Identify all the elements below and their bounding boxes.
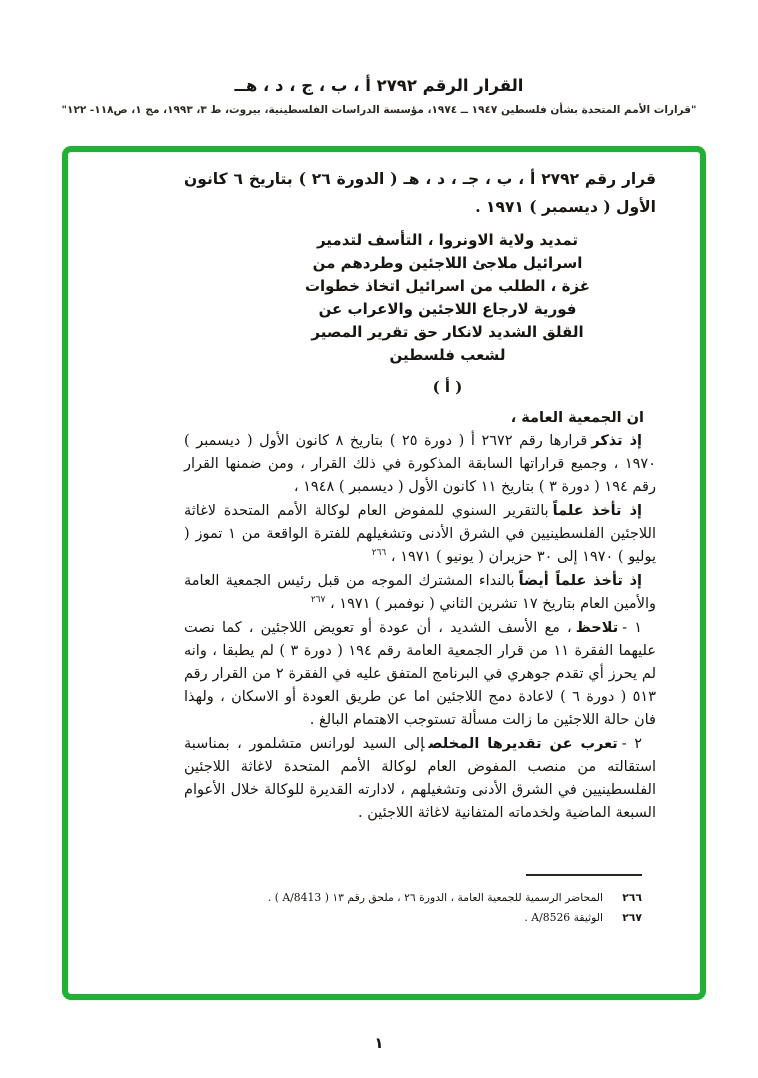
- paragraph-lead: إذ تأخذ علماً أيضاً: [518, 572, 642, 589]
- footnote-row: [124, 908, 656, 928]
- footnote-text: المحاضر الرسمية للجمعية العامة ، الدورة ٢٦ ، ملحق رقم ١٣ ( A/8413 ) .: [267, 891, 603, 904]
- resolution-title-line: لشعب فلسطين: [389, 346, 506, 364]
- paragraph-lead: إذ تذكر: [591, 432, 642, 449]
- resolution-intro: قرار رقم ٢٧٩٢ أ ، ب ، جـ ، د ، هـ ( الدورة ٢٦ ) بتاريخ ٦ كانون الأول ( ديسمبر ) ١٩٧١ .: [184, 169, 657, 216]
- footnote-text: الوثيقة A/8526 .: [524, 911, 603, 924]
- paragraph-lead: تعرب عن تقديرها المخلص: [428, 735, 618, 752]
- paragraph-text: إلى السيد لورانس متشلمور ، بمناسبة استقالته من منصب المفوض العام لوكالة الأمم المتحدة لاغاثة اللاجئين الفلسطينيين في الشرق الأدنى وتشغيلهم ، لادارته القديرة للوكالة خلال الأعوام السبعة الماضية ولخدماته المتفانية لاغاثة اللاجئين .: [184, 736, 656, 821]
- footnote-number: ٢٦٦: [622, 891, 642, 904]
- page-number: ١: [374, 1034, 384, 1052]
- footnote-number: ٢٦٧: [622, 911, 642, 924]
- paragraph-text: ، مع الأسف الشديد ، أن عودة أو تعويض اللاجئين ، كما نصت عليهما الفقرة ١١ من قرار الجمعية العامة رقم ١٩٤ ( دورة ٣ ) لم يطبقا ، وانه لم يحرز أي تقدم جوهري في البرنامج المتفق عليه في الفقرة ٢ من القرار رقم ٥١٣ ( دورة ٦ ) لاعادة دمج اللاجئين اما عن طريق العودة أو الاسكان ، ولهذا فان حالة اللاجئين ما زالت مسألة تستوجب الاهتمام البالغ .: [184, 620, 657, 728]
- document-title: القرار الرقم ٢٧٩٢ أ ، ب ، ج ، د ، هــ: [234, 76, 524, 95]
- footnote-separator: [526, 874, 642, 876]
- resolution-title-line: اسرائيل ملاجئ اللاجئين وطردهم من: [312, 254, 583, 272]
- preamble-paragraph: [184, 499, 656, 569]
- paragraph-text: قرارها رقم ٢٦٧٢ أ ( دورة ٢٥ ) بتاريخ ٨ كانون الأول ( ديسمبر ) ١٩٧٠ ، وجميع قراراتها السابقة المذكورة في ذلك القرار ، ومن ضمنها القرار رقم ١٩٤ ( دورة ٣ ) بتاريخ ١١ كانون الأول ( ديسمبر ) ١٩٤٨ ،: [184, 433, 656, 495]
- source-citation: "قرارات الأمم المتحدة بشأن فلسطين ١٩٤٧ ــ ١٩٧٤، مؤسسة الدراسات الفلسطينية، بيروت، ط ٣، ١٩٩٣، مج ١، ص١١٨- ١٢٢": [61, 104, 697, 116]
- footnote-ref: ٢٦٧: [310, 595, 326, 606]
- preamble-paragraph: [184, 429, 656, 499]
- paragraph-text: بالنداء المشترك الموجه من قبل رئيس الجمعية العامة والأمين العام بتاريخ ١٧ تشرين الثاني ( نوفمبر ) ١٩٧١ ،: [184, 573, 656, 612]
- document-body: [68, 152, 700, 994]
- resolution-title-line: تمديد ولاية الاونروا ، التأسف لتدمير: [316, 231, 579, 249]
- operative-paragraph: [184, 732, 656, 825]
- preamble-paragraph: [184, 569, 656, 616]
- paragraph-text: بالتقرير السنوي للمفوض العام لوكالة الأمم المتحدة لاغاثة اللاجئين الفلسطينيين في الشرق الأدنى وتشغيلهم للفترة الواقعة من ١ تموز ( يوليو ) ١٩٧٠ إلى ٣٠ حزيران ( يونيو ) ١٩٧١ ،: [184, 503, 656, 565]
- resolution-title-line: غزة ، الطلب من اسرائيل اتخاذ خطوات: [304, 277, 591, 295]
- document-frame: [62, 146, 706, 1000]
- footnote-row: [124, 888, 656, 908]
- resolution-title-line: القلق الشديد لانكار حق تقرير المصير: [311, 323, 584, 341]
- footnote-ref: ٢٦٦: [371, 548, 387, 559]
- paragraph-lead: تلاحظ: [575, 619, 619, 636]
- resolution-title-line: فورية لارجاع اللاجئين والاعراب عن: [318, 300, 577, 318]
- section-marker: ( أ ): [432, 378, 463, 396]
- footnotes-section: [124, 874, 656, 928]
- operative-paragraph: [184, 616, 656, 732]
- paragraph-number: ٢ -: [621, 736, 642, 752]
- preamble-heading: ان الجمعية العامة ،: [510, 409, 644, 426]
- page-header: [0, 76, 758, 116]
- paragraph-lead: إذ تأخذ علماً: [552, 502, 642, 519]
- resolution-title-block: [184, 229, 656, 367]
- paragraph-number: ١ -: [622, 620, 642, 636]
